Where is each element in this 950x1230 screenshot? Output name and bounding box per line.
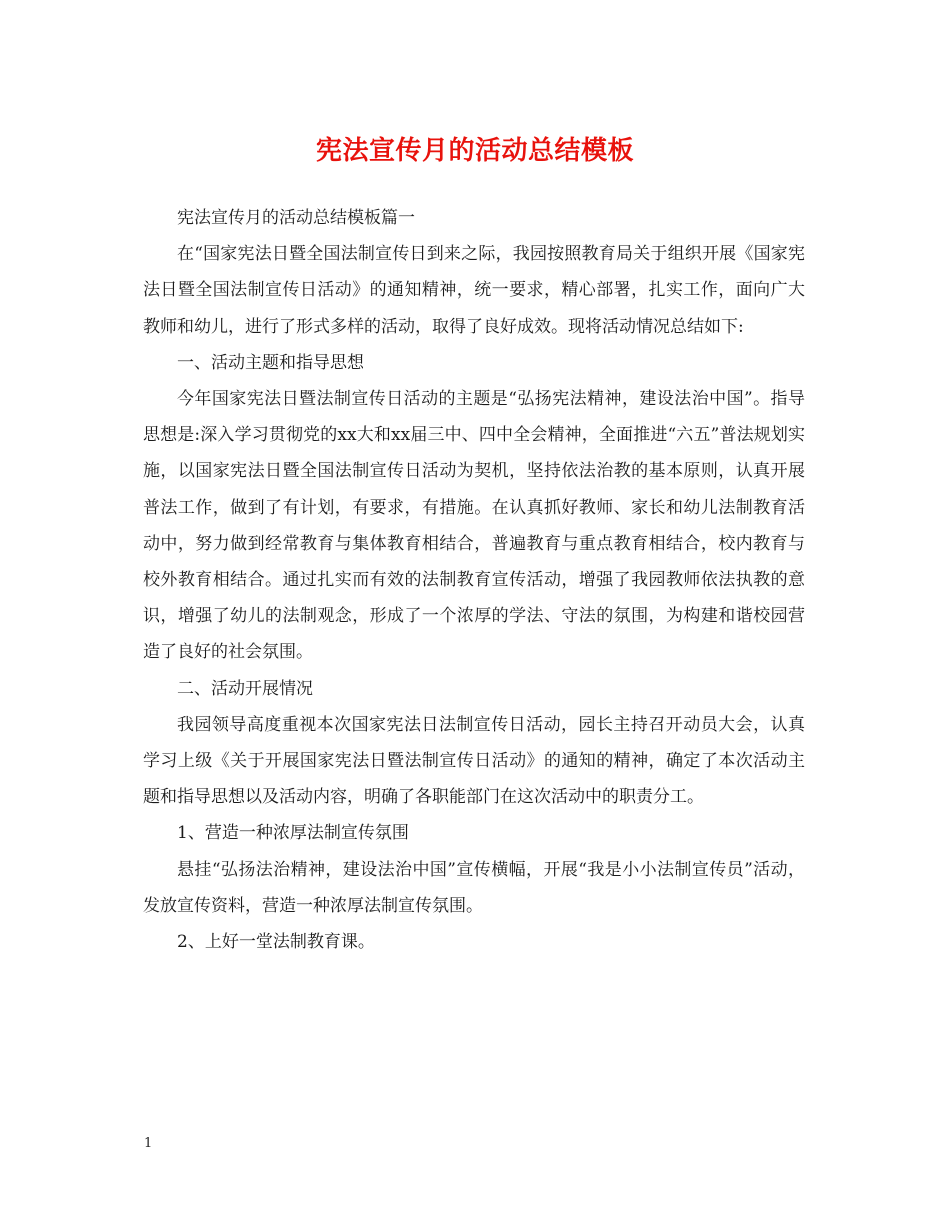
paragraph-intro: 在“国家宪法日暨全国法制宣传日到来之际，我园按照教育局关于组织开展《国家宪法日暨全国法制宣传日活动》的通知精神，统一要求，精心部署，扎实工作，面向广大教师和幼儿，进行了形式多样的活动，取得了良好成效。现将活动情况总结如下: <box>143 244 805 337</box>
paragraph-item-2-heading: 2、上好一堂法制教育课。 <box>177 932 375 953</box>
paragraph-section-heading: 宪法宣传月的活动总结模板篇一 <box>177 208 415 228</box>
paragraph-item-1: 悬挂“弘扬法治精神，建设法治中国”宣传横幅，开展“我是小小法制宣传员”活动，发放宣传资料，营造一种浓厚法制宣传氛围。 <box>143 859 805 916</box>
paragraph-heading-activities: 二、活动开展情况 <box>177 678 313 699</box>
paragraph-theme: 今年国家宪法日暨法制宣传日活动的主题是“弘扬宪法精神，建设法治中国”。指导思想是:深入学习贯彻党的xx大和xx届三中、四中全会精神，全面推进“六五”普法规划实施，以国家宪法日暨全国法制宣传日活动为契机，坚持依法治教的基本原则，认真开展普法工作，做到了有计划，有要求，有措施。在认真抓好教师、家长和幼儿法制教育活动中，努力做到经常教育与集体教育相结合，普遍教育与重点教育相结合，校内教育与校外教育相结合。通过扎实而有效的法制教育宣传活动，增强了我园教师依法执教的意识，增强了幼儿的法制观念，形成了一个浓厚的学法、守法的氛围，为构建和谐校园营造了良好的社会氛围。 <box>143 389 805 663</box>
paragraph-heading-theme: 一、活动主题和指导思想 <box>177 352 364 373</box>
paragraph-activities: 我园领导高度重视本次国家宪法日法制宣传日活动，园长主持召开动员大会，认真学习上级《关于开展国家宪法日暨法制宣传日活动》的通知的精神，确定了本次活动主题和指导思想以及活动内容，明确了各职能部门在这次活动中的职责分工。 <box>143 714 805 808</box>
document-body <box>143 200 805 960</box>
paragraph-item-1-heading: 1、营造一种浓厚法制宣传氛围 <box>177 823 409 844</box>
page-number: 1 <box>144 1136 153 1151</box>
document-title: 宪法宣传月的活动总结模板 <box>315 136 634 166</box>
